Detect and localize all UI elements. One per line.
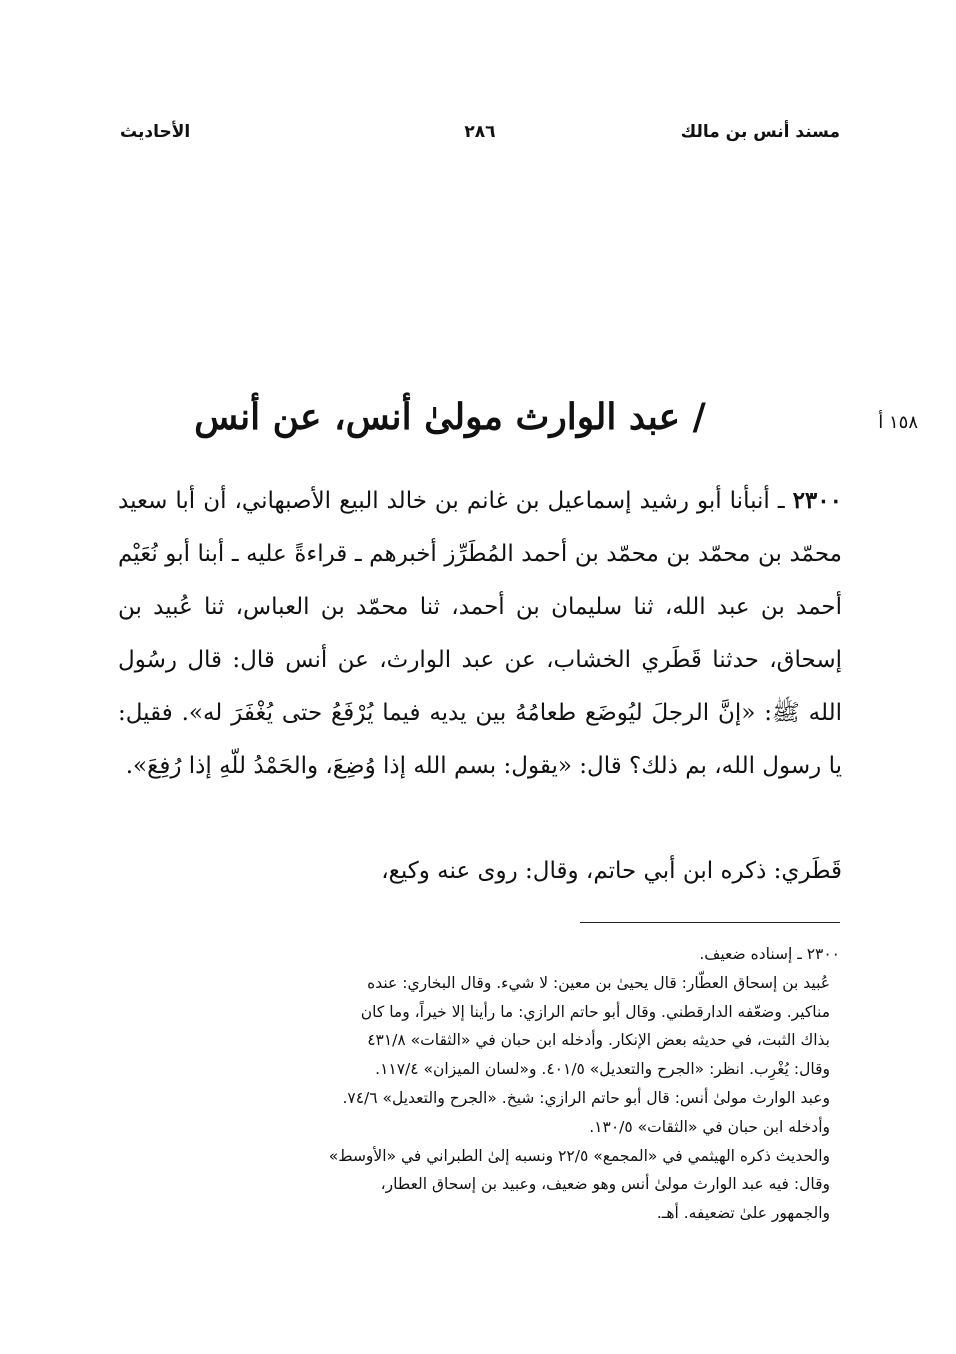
footnote-line: وأدخله ابن حبان في «الثقات» ١٣٠/٥. bbox=[589, 1117, 830, 1136]
book-title: مسند أنس بن مالك bbox=[680, 122, 840, 142]
hadith-number: ٢٣٠٠ bbox=[792, 487, 842, 514]
page-number: ٢٨٦ bbox=[464, 122, 496, 142]
chapter-title: الأحاديث bbox=[120, 122, 191, 142]
footnote-line: عُبيد بن إسحاق العطّار: قال يحيىٰ بن معين: لا شيء. وقال البخاري: عنده bbox=[367, 973, 830, 992]
footnote-divider bbox=[580, 922, 840, 923]
footnote-line: وعبد الوارث مولىٰ أنس: قال أبو حاتم الرازي: شيخ. «الجرح والتعديل» ٧٤/٦. bbox=[342, 1088, 830, 1107]
footnote-line: ٢٣٠٠ ـ إسناده ضعيف. bbox=[699, 945, 840, 963]
footnote-line: وقال: يُغْرِب. انظر: «الجرح والتعديل» ٤٠١/٥. و«لسان الميزان» ١١٧/٤. bbox=[375, 1060, 830, 1079]
section-title-text: عبد الوارث مولىٰ أنس، عن أنس bbox=[194, 396, 681, 438]
section-slash: / bbox=[692, 396, 706, 438]
footnote-line: والجمهور علىٰ تضعيفه. أهـ. bbox=[656, 1204, 830, 1223]
footnote-line: وقال: فيه عبد الوارث مولىٰ أنس وهو ضعيف، وعبيد بن إسحاق العطار، bbox=[380, 1175, 830, 1194]
footnotes bbox=[110, 940, 840, 1228]
margin-folio-note: ١٥٨ أ bbox=[878, 412, 918, 433]
section-title bbox=[120, 396, 840, 438]
footnote-line: بذاك الثبت، في حديثه بعض الإنكار. وأدخله ابن حبان في «الثقات» ٤٣١/٨ bbox=[367, 1031, 830, 1050]
footnote-line: مناكير. وضعّفه الدارقطني. وقال أبو حاتم الرازي: ما رأينا إلا خيراً، وما كان bbox=[360, 1002, 830, 1021]
hadith-paragraph bbox=[118, 474, 842, 793]
footnote-line: والحديث ذكره الهيثمي في «المجمع» ٢٢/٥ ونسبه إلىٰ الطبراني في «الأوسط» bbox=[328, 1146, 830, 1165]
running-header bbox=[120, 122, 840, 156]
hadith-text: ـ أنبأنا أبو رشيد إسماعيل بن غانم بن خالد البيع الأصبهاني، أن أبا سعيد محمّد بن محمّد بن محمّد بن أحمد المُطَرِّز أخبرهم ـ قراءةً عليه ـ أبنا أبو نُعَيْم أحمد بن عبد الله، ثنا سليمان بن أحمد، ثنا محمّد بن العباس، ثنا عُبيد بن إسحاق، حدثنا قَطَري الخشاب، عن عبد الوارث، عن أنس قال: قال رسُول الله ﷺ: «إنَّ الرجلَ ليُوضَع طعامُهُ بين يديه فيما يُرْفَعُ حتى يُغْفَرَ له». فقيل: يا رسول الله، بم ذلك؟ قال: «يقول: بسم الله إذا وُضِعَ، والحَمْدُ للّهِ إذا رُفِعَ». bbox=[118, 488, 842, 779]
narrator-note: قَطَري: ذكره ابن أبي حاتم، وقال: روى عنه وكيع، bbox=[381, 858, 842, 884]
